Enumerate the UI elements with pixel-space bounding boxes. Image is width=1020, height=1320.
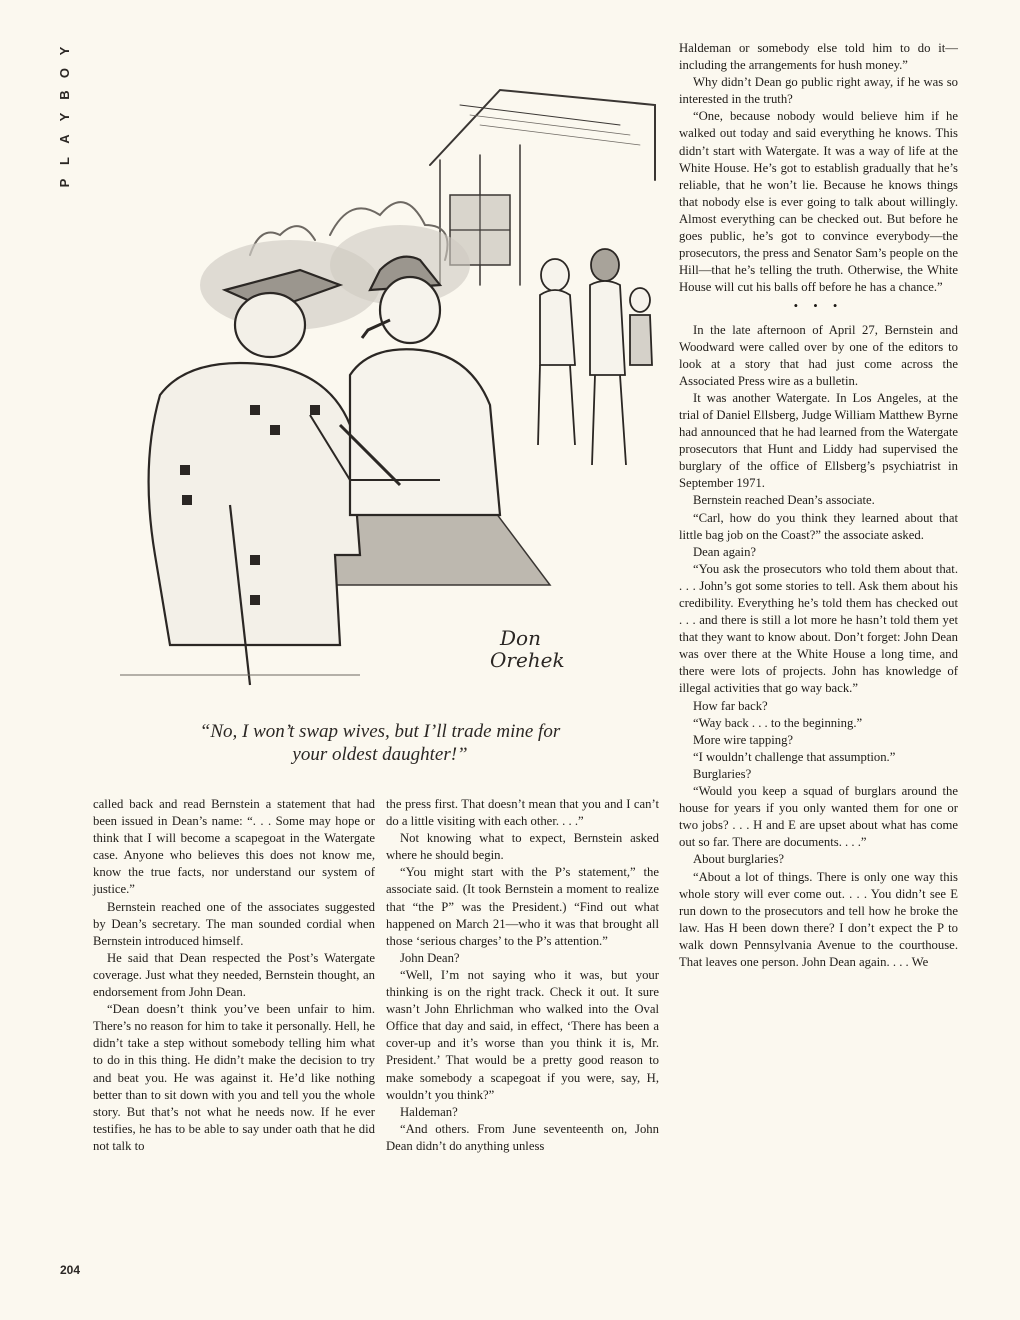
paragraph: Haldeman or somebody else told him to do it—including the arrangements for hush money.” xyxy=(679,41,958,73)
paragraph: “I wouldn’t challenge that assumption.” xyxy=(693,749,896,764)
article-column-3 xyxy=(679,40,958,971)
paragraph: “Way back . . . to the beginning.” xyxy=(693,715,863,730)
paragraph: “Would you keep a squad of burglars around the house for years if you only wanted them for one or two jobs? . . . H and E are upset about what has come out so far. There are documents. . . .” xyxy=(679,784,958,850)
paragraph: Bernstein reached Dean’s associate. xyxy=(693,493,875,508)
paragraph: He said that Dean respected the Post’s Watergate coverage. Just what they needed, Bernstein thought, an endorsement from John Dean. xyxy=(93,950,375,1000)
article-column-2 xyxy=(386,796,659,1155)
paragraph: “About a lot of things. There is only one way this whole story will ever come out. . . . You didn’t see E run down to the prosecutors and tell how he broke the law. Has H been down there? I don’t expect the P to walk down Pennsylvania Avenue to the courthouse. That leaves one person. John Dean again. . . . We xyxy=(679,869,958,969)
masthead xyxy=(50,40,80,190)
masthead-letter: Y xyxy=(57,112,72,122)
paragraph: John Dean? xyxy=(400,950,460,965)
paragraph: called back and read Bernstein a statement that had been issued in Dean’s name: “. . . Some may hope or think that I will become a scapegoat in the Watergate case. Anyone who believes this does not know me, know the true facts, nor understand our system of justice.” xyxy=(93,797,375,897)
paragraph: More wire tapping? xyxy=(693,732,794,747)
paragraph: “And others. From June seventeenth on, John Dean didn’t do anything unless xyxy=(386,1121,659,1153)
paragraph: Not knowing what to expect, Bernstein asked where he should begin. xyxy=(386,831,659,863)
paragraph: How far back? xyxy=(693,698,768,713)
cartoonist-signature-bottom: Orehek xyxy=(490,648,565,672)
cartoonist-signature-top: Don xyxy=(500,626,541,650)
paragraph: It was another Watergate. In Los Angeles, at the trial of Daniel Ellsberg, Judge William Matthew Byrne had announced that he had learned from the Watergate prosecutors that Hunt and Liddy had supervised the burglary of the office of Ellsberg’s psychiatrist in September 1971. xyxy=(679,390,958,491)
masthead-letter: P xyxy=(57,178,72,188)
paragraph: About burglaries? xyxy=(693,852,785,867)
article-column-1 xyxy=(93,796,375,1155)
masthead-letter: A xyxy=(57,134,72,144)
paragraph: Haldeman? xyxy=(400,1104,458,1119)
caption-line: “No, I won’t swap wives, but I’ll trade mine for xyxy=(199,721,561,742)
paragraph: the press first. That doesn’t mean that you and I can’t do a little visiting with each other. . . .” xyxy=(386,797,659,829)
masthead-letter: B xyxy=(57,90,72,100)
cartoon-caption xyxy=(90,720,670,766)
page-number: 204 xyxy=(60,1263,81,1277)
paragraph: Dean again? xyxy=(693,544,757,559)
masthead-letter: L xyxy=(57,157,72,165)
paragraph: “Dean doesn’t think you’ve been unfair to him. There’s no reason for him to take it personally. Hell, he didn’t take a step without somebody telling him what to do in this thing. He didn’t make the decision to try and beat you. He was against it. He’d like nothing better than to sit down with you and tell you the whole story. But that’s not what he needs now. If he ever testifies, he has to be able to say under oath that he did not talk to xyxy=(93,1002,375,1153)
caption-line: your oldest daughter!” xyxy=(292,744,468,765)
paragraph: “One, because nobody would believe him if he walked out today and said everything he knows. This didn’t start with Watergate. It was a way of life at the White House. He’s got to establish gradually that he’s reliable, that he won’t lie. Because he knows things that nobody else is ever going to talk about willingly. Almost everything can be checked out. But before he goes public, he’s got to convince everybody—the prosecutors, the press and Senator Sam’s people on the Hill—that he’s telling the truth. Otherwise, the White House will cut his balls off before he has a chance.” xyxy=(679,109,958,295)
paragraph: “Carl, how do you think they learned about that little bag job on the Coast?” the associate asked. xyxy=(679,510,958,542)
masthead-letter: O xyxy=(57,67,72,79)
paragraph: Why didn’t Dean go public right away, if he was so interested in the truth? xyxy=(679,75,958,107)
masthead-letter: Y xyxy=(57,46,72,56)
cartoon-illustration xyxy=(100,85,660,700)
paragraph: “You might start with the P’s statement,” the associate said. (It took Bernstein a moment to realize that “the P” was the President.) “Find out what happened on March 21—who it was that brought all those ‘serious charges’ to the P’s attention.” xyxy=(386,865,659,948)
paragraph: “Well, I’m not saying who it was, but your thinking is on the right track. Check it out. It sure wasn’t John Ehrlichman who walked into the Oval Office that day and said, in effect, ‘There has been a cover-up and it’s worse than you think it is, Mr. President.’ That would be a pretty good reason to make somebody a scapegoat if you were, say, H, wouldn’t you think?” xyxy=(386,967,659,1102)
paragraph: Bernstein reached one of the associates suggested by Dean’s secretary. The man sounded cordial when Bernstein introduced himself. xyxy=(93,899,375,948)
paragraph: Burglaries? xyxy=(693,766,752,781)
section-divider: • • • xyxy=(793,299,844,314)
paragraph: “You ask the prosecutors who told them about that. . . . John’s got some stories to tell. Ask them about his credibility. Everything he’s told them has checked out . . . and there is still a lot more he hasn’t told them yet that they want to know about. Don’t forget: John Dean was over there at the White House a long time, and there were lots of projects. John has knowledge of illegal activities that go way back.” xyxy=(679,561,958,696)
paragraph: In the late afternoon of April 27, Bernstein and Woodward were called over by one of the editors to look at a story that had just come across the Associated Press wire as a bulletin. xyxy=(679,322,958,388)
